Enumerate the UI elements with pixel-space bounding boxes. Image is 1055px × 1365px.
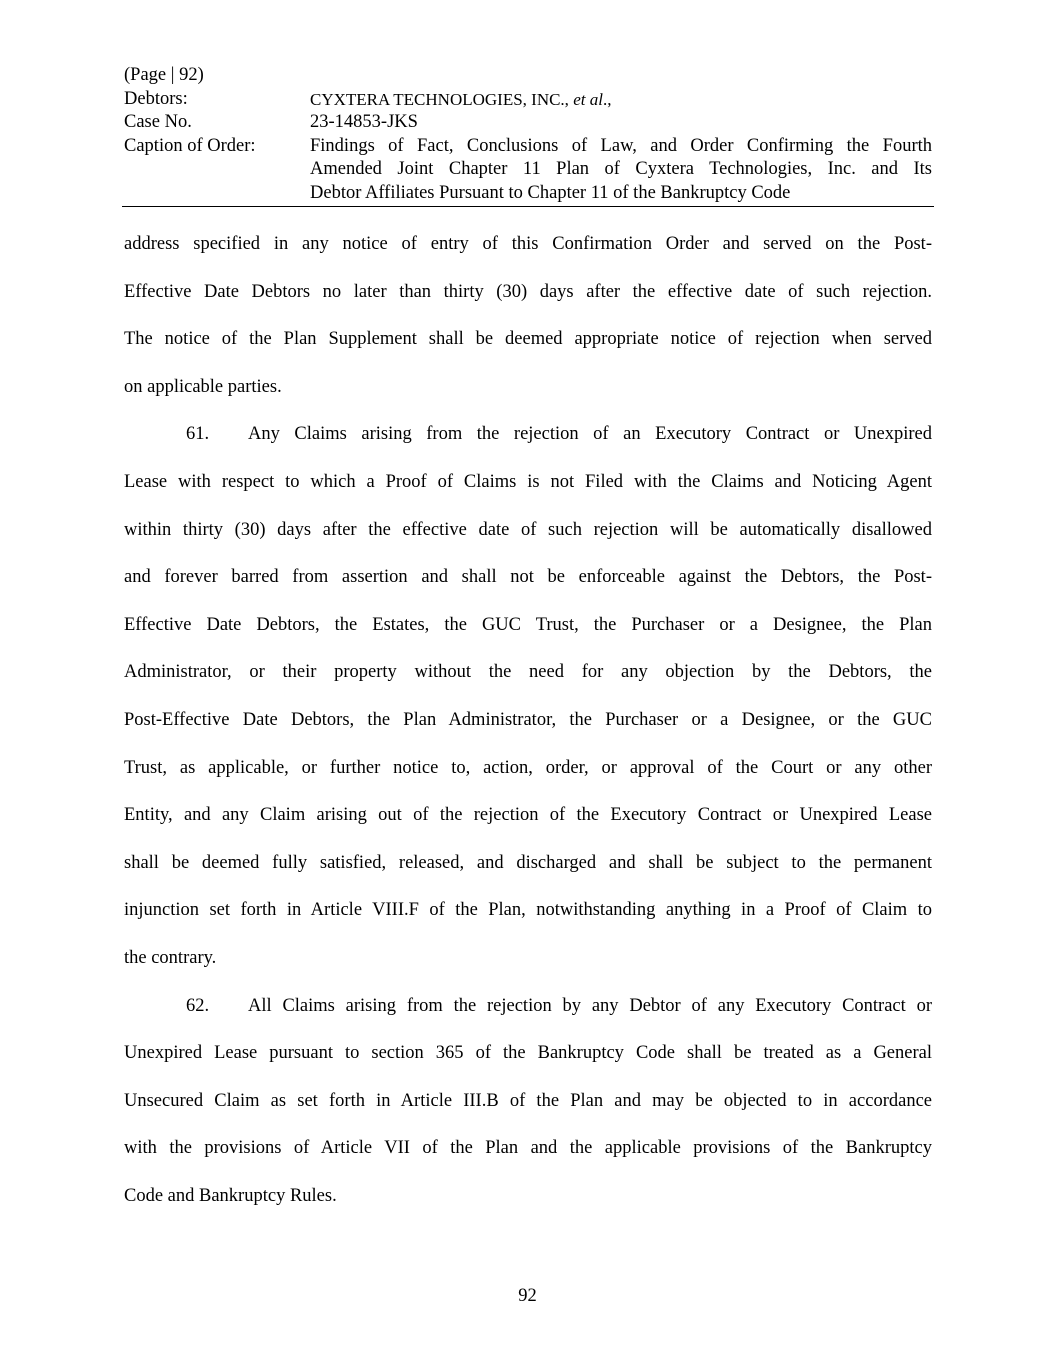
caption-line: Findings of Fact, Conclusions of Law, and Order Confirming the Fourth	[310, 135, 932, 156]
text-line: Effective Date Debtors no later than thirty (30) days after the effective date of such rejection.	[124, 281, 932, 302]
debtors-name: CYXTERA TECHNOLOGIES, INC.,	[310, 89, 574, 109]
paragraph-61	[124, 416, 932, 987]
text-line: injunction set forth in Article VIII.F of the Plan, notwithstanding anything in a Proof of Claim to	[124, 900, 932, 921]
text-line-content: Any Claims arising from the rejection of an Executory Contract or Unexpired	[248, 424, 932, 445]
page-reference: (Page | 92)	[124, 65, 204, 85]
text-line: address specified in any notice of entry of this Confirmation Order and served on the Post-	[124, 234, 932, 254]
order-body	[124, 226, 932, 1225]
paragraph-number: 62.	[186, 995, 210, 1016]
text-line: shall be deemed fully satisfied, released, and discharged and shall be subject to the permanent	[124, 852, 932, 873]
caption-line: Debtor Affiliates Pursuant to Chapter 11 of the Bankruptcy Code	[310, 182, 791, 203]
text-line: with the provisions of Article VII of the Plan and the applicable provisions of the Bankruptcy	[124, 1138, 932, 1159]
caption-label: Caption of Order:	[124, 135, 256, 156]
header-divider	[122, 206, 934, 207]
order-header	[124, 64, 932, 205]
caption-text	[310, 135, 932, 206]
debtors-suffix: et al	[573, 89, 603, 109]
text-line: Post-Effective Date Debtors, the Plan Administrator, the Purchaser or a Designee, or the GUC	[124, 709, 932, 730]
text-line: Unsecured Claim as set forth in Article III.B of the Plan and may be objected to in accordance	[124, 1090, 932, 1111]
text-line: within thirty (30) days after the effective date of such rejection will be automatically disallowed	[124, 519, 932, 540]
text-line: Lease with respect to which a Proof of Claims is not Filed with the Claims and Noticing Agent	[124, 471, 932, 492]
text-line: Unexpired Lease pursuant to section 365 of the Bankruptcy Code shall be treated as a General	[124, 1043, 932, 1064]
continuation-paragraph	[124, 226, 932, 416]
case-label: Case No.	[124, 112, 192, 132]
debtors-end: .,	[602, 89, 612, 109]
text-line	[124, 416, 932, 464]
text-line: the contrary.	[124, 947, 217, 968]
page-number: 92	[518, 1286, 537, 1306]
caption-line: Amended Joint Chapter 11 Plan of Cyxtera Technologies, Inc. and Its	[310, 159, 932, 179]
debtors-label: Debtors:	[124, 88, 188, 109]
text-line: and forever barred from assertion and shall not be enforceable against the Debtors, the Post-	[124, 567, 932, 588]
paragraph-number: 61.	[186, 424, 210, 445]
case-number: 23-14853-JKS	[310, 112, 418, 132]
text-line	[124, 988, 932, 1036]
debtors-value	[310, 88, 932, 112]
debtors-row	[124, 88, 932, 112]
text-line: Code and Bankruptcy Rules.	[124, 1185, 337, 1206]
text-line: Entity, and any Claim arising out of the rejection of the Executory Contract or Unexpired Lease	[124, 805, 932, 826]
case-row	[124, 111, 932, 135]
text-line-content: All Claims arising from the rejection by any Debtor of any Executory Contract or	[248, 995, 932, 1016]
text-line: The notice of the Plan Supplement shall be deemed appropriate notice of rejection when served	[124, 329, 932, 350]
text-line: Administrator, or their property without the need for any objection by the Debtors, the	[124, 662, 932, 683]
text-line: Trust, as applicable, or further notice to, action, order, or approval of the Court or any other	[124, 757, 932, 778]
paragraph-62	[124, 988, 932, 1226]
text-line: on applicable parties.	[124, 376, 282, 397]
text-line: Effective Date Debtors, the Estates, the GUC Trust, the Purchaser or a Designee, the Plan	[124, 614, 932, 635]
caption-row	[124, 135, 932, 206]
